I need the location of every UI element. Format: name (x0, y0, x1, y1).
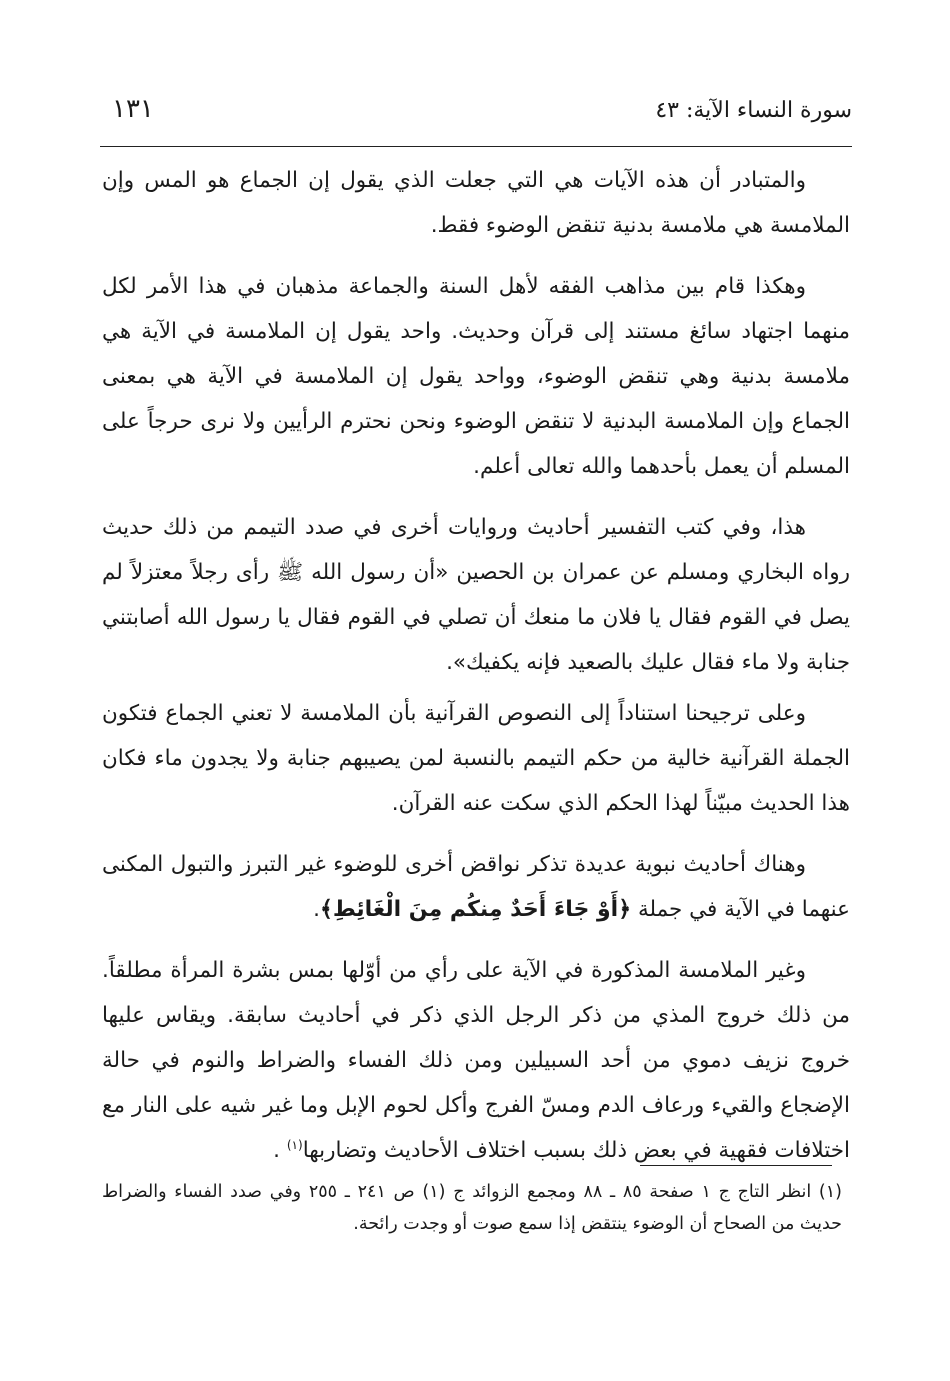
paragraph-text: وهناك أحاديث نبوية عديدة تذكر نواقض أخرى للوضوء غير التبرز والتبول المكنى عنهما في الآية في جملة (102, 852, 850, 922)
paragraph: هذا، وفي كتب التفسير أحاديث وروايات أخرى في صدد التيمم من ذلك حديث رواه البخاري ومسلم عن عمران بن الحصين «أن رسول الله ﷺ رأى رجلاً معتزلاً لم يصل في القوم فقال يا فلان ما منعك أن تصلي في القوم فقال يا رسول الله أصابتني جنابة ولا ماء فقال عليك بالصعيد فإنه يكفيك». (102, 515, 850, 675)
paragraph: والمتبادر أن هذه الآيات هي التي جعلت الذي يقول إن الجماع هو المس وإن الملامسة هي ملامسة بدنية تنقض الوضوء فقط. (102, 168, 850, 238)
paragraph (102, 842, 850, 932)
footnote-reference: (١) (286, 1137, 303, 1152)
page-number: ١٣١ (112, 94, 154, 124)
header-divider (100, 146, 852, 147)
paragraph: وعلى ترجيحنا استناداً إلى النصوص القرآنية بأن الملامسة لا تعني الجماع فتكون الجملة القرآنية خالية من حكم التيمم بالنسبة لمن يصيبهم جنابة ولا يجدون ماء فكان هذا الحديث مبيّناً لهذا الحكم الذي سكت عنه القرآن. (102, 701, 850, 816)
paragraph-end: . (273, 1138, 281, 1163)
paragraph-text: وغير الملامسة المذكورة في الآية على رأي من أوّلها بمس بشرة المرأة مطلقاً. من ذلك خروج المذي من ذكر الرجل الذي ذكر في أحاديث سابقة. ويقاس عليها خروج نزيف دموي من أحد السبيلين ومن ذلك الفساء والضراط والنوم في حالة الإضجاع والقيء ورعاف الدم ومسّ الفرج وأكل لحوم الإبل وما غير شيه على النار مع اختلافات فقهية في بعض ذلك بسبب اختلاف الأحاديث وتضاربها (102, 958, 850, 1163)
paragraph: وهكذا قام بين مذاهب الفقه لأهل السنة والجماعة مذهبان في هذا الأمر لكل منهما اجتهاد سائغ مستند إلى قرآن وحديث. واحد يقول إن الملامسة في الآية هي ملامسة بدنية وهي تنقض الوضوء، وواحد يقول إن الملامسة في الآية هي بمعنى الجماع وإن الملامسة البدنية لا تنقض الوضوء ونحن نحترم الرأيين ولا نرى حرجاً على المسلم أن يعمل بأحدهما والله تعالى أعلم. (102, 274, 850, 479)
quran-verse: ﴿أَوْ جَاءَ أَحَدٌ مِنكُم مِنَ الْغَائِطِ﴾ (319, 897, 632, 922)
running-title: سورة النساء الآية: ٤٣ (655, 98, 852, 123)
footnote-divider (640, 1165, 832, 1166)
paragraph-end: . (313, 897, 320, 922)
footnote: (١) انظر التاج ج ١ صفحة ٨٥ ـ ٨٨ ومجمع الزوائد ج (١) ص ٢٤١ ـ ٢٥٥ وفي صدد الفساء والضراط حديث من الصحاح أن الوضوء ينتقض إذا سمع صوت أو وجدت رائحة. (102, 1182, 842, 1234)
main-text (102, 158, 850, 1189)
paragraph (102, 948, 850, 1173)
page-header (100, 88, 852, 144)
